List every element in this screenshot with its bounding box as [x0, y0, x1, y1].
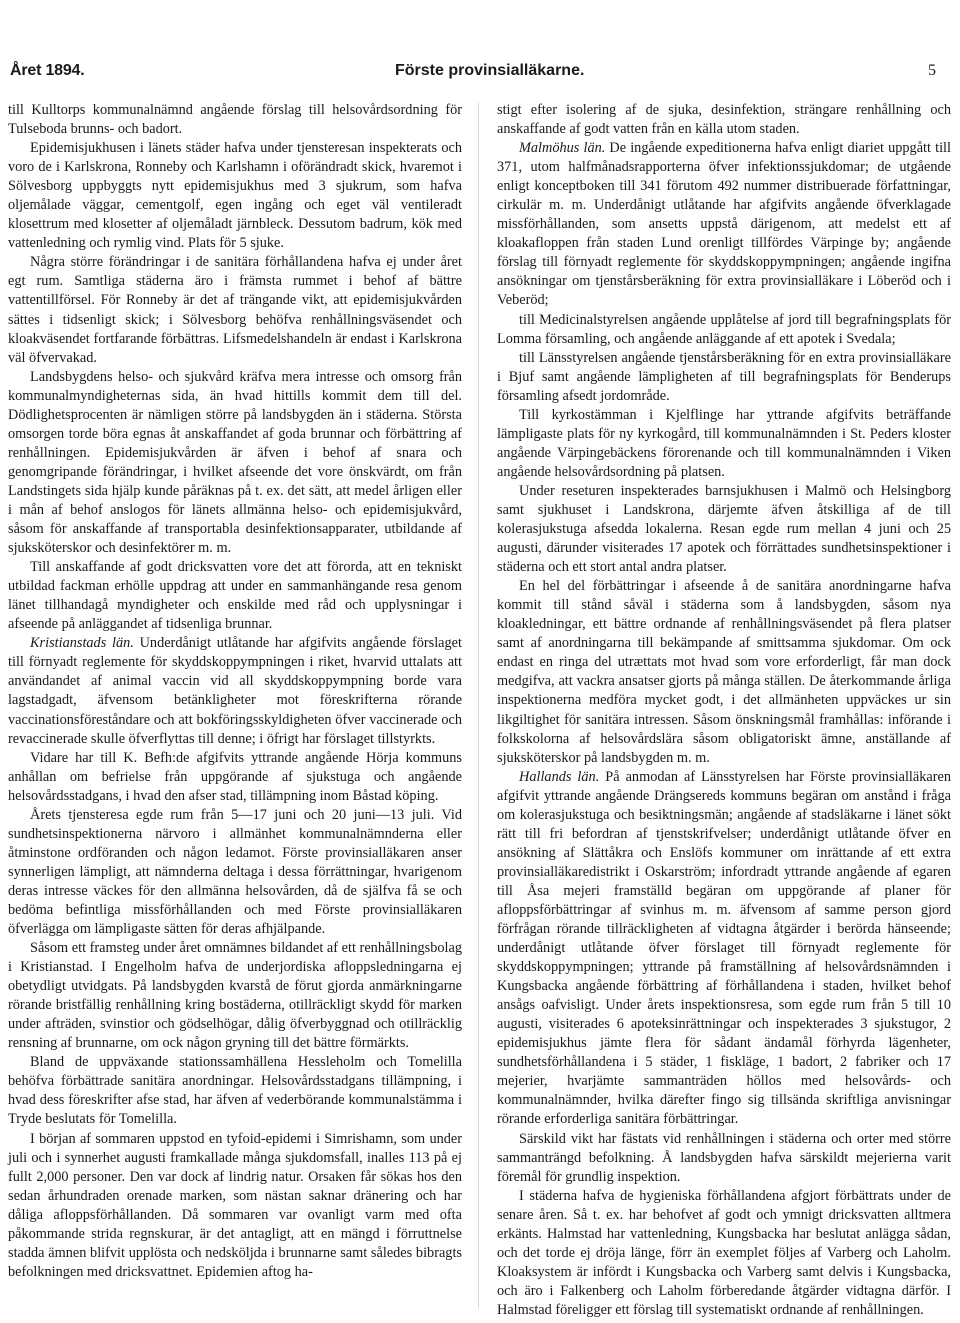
paragraph	[8, 558, 462, 634]
paragraph-text: Bland de uppväxande stationssamhällena Hessleholm och Tomelilla behöfva förbättrade sanitära anordningar. Helsovårdsstadgans tillämpning, i hvad dess föreskrifter afse stad, har äfven af vederbörande kommunalstämma i Tryde beslutats för Tomelilla.	[8, 1054, 462, 1128]
place-heading: Hallands län.	[519, 768, 600, 785]
paragraph-text: En hel del förbättringar i afseende å de sanitära anordningarne hafva kommit till stånd såväl i städerna som å landsbygden, såsom nya kloakledningar, ett bättre ordnande af renhållningsväsendet på flera platser samt af anordningarna till bekämpande af smittsamma sjukdomar. Om ock endast en ringa del utrættats mot hvad som vore erforderligt, får man dock medgifva, att vackra ansatser gjorts på många ställen. De återkommande årliga inspektionerna medföra mycket godt, i det allmänheten uppväckes ur sin likgiltighet för sanitära intressen. Såsom önskningsmål framhållas: införande i folkskolorna af helsovårdslära såsom obligatoriskt ämne, anställande af sjuksköterskor på landsbygden m. m.	[497, 578, 951, 766]
column-divider	[478, 103, 479, 1308]
paragraph-text: Till anskaffande af godt dricksvatten vore det att förorda, att en tekniskt utbildad fackman erhölle uppdrag att under en sammanhängande resa genom länet tillhandagå myndigheter och enskilde med råd och upplysningar i afseende på anläggandet af tidsenliga brunnar.	[8, 559, 462, 633]
paragraph	[8, 139, 462, 253]
paragraph	[497, 1187, 951, 1320]
header-title: Förste provinsialläkarne.	[395, 62, 585, 79]
paragraph	[497, 577, 951, 767]
paragraph-text: till Kulltorps kommunalnämnd angående förslag till helsovårdsordning för Tulseboda brunns- och badort.	[8, 102, 462, 138]
header-year: Året 1894.	[10, 62, 85, 79]
place-heading: Kristianstads län.	[30, 635, 134, 652]
right-column	[497, 101, 951, 1320]
paragraph	[8, 1130, 462, 1282]
paragraph-text: Några större förändringar i de sanitära förhållandena hafva ej under året egt rum. Samtliga städerna äro i främsta rummet i behof af bättre vattentillförsel. För Ronneby är det af trängande vikt, att epidemisjukvården sättes i tidsenligt skick; i Sölvesborg behöfva renhållningsväsendet och kloakväsendet fortfarande förbättras. Lifsmedelshandeln är endast i Karlskrona väl öfvervakad.	[8, 254, 462, 366]
paragraph	[497, 311, 951, 349]
paragraph-text: Till kyrkostämman i Kjelflinge har yttrande afgifvits beträffande lämpligaste plats för ny kyrkogård, till kommunalnämnden i St. Peders kloster angående Värpingebäckens förorenande och till kommunalnämnden i Viken angående helsovårdsordning på platsen.	[497, 406, 951, 480]
paragraph	[497, 768, 951, 1130]
paragraph	[8, 1053, 462, 1129]
paragraph-text: Såsom ett framsteg under året omnämnes bildandet af ett renhållningsbolag i Kristianstad. I Engelholm hafva de underjordiska afloppsledningarna ej obetydligt utvidgats. På landsbygden kvarstå de förut gjorda anmärkningarne rörande bristfällig renhållning kring bostäderna, otillräckligt skydd för marken under afträden, svinstior och gödselhögar, dålig öfverbyggnad och otillräcklig rensning af brunnarne, om ock någon gryning till det bättre förmärkts.	[8, 940, 462, 1052]
paragraph	[8, 634, 462, 748]
paragraph-text: Underdånigt utlåtande har afgifvits angående förslaget till förnyadt reglemente för skyddskoppympningen i riket, hvarvid uttalats att användandet af animal vaccin vid all skyddskoppympning borde vara lagstadgadt, äfvensom betänkligheter mot föreskrifterna rörande vaccinationsföreståndare och att bokföringsskyldigheten öfver vaccinerade och revaccinerade skulle öfverflyttas till denne; i öfrigt har förslaget tillstyrkts.	[8, 635, 462, 747]
paragraph	[8, 253, 462, 367]
paragraph	[497, 1130, 951, 1187]
paragraph-text: Särskild vikt har fästats vid renhållningen i städerna och orter med större sammanträngd befolkning. Å landsbygden hafva särskildt mejerierna varit föremål för grundlig inspektion.	[497, 1130, 951, 1185]
paragraph	[8, 749, 462, 806]
running-header	[0, 62, 960, 88]
paragraph-text: I början af sommaren uppstod en tyfoid-epidemi i Simrishamn, som under juli och i synnerhet augusti framkallade många sjukdomsfall, inalles 113 på ej fullt 2,000 personer. Den var dock af lindrig natur. Orsaken får sökas hos den sedan århundraden orenade marken, som nästan saknar dränering och har dåliga afloppsförhållanden. Då sommaren var ovanligt varm med ofta påkommande strida regnskurar, är det antagligt, att en mängd i förruttnelse stadda ämnen blifvit upplösta och nedsköljda i brunnarne samt således bibragts befolkningen med dricksvattnet. Epidemien aftog ha-	[8, 1130, 462, 1280]
left-column	[8, 101, 462, 1282]
paragraph	[8, 101, 462, 139]
paragraph-text: till Länsstyrelsen angående tjenstårsberäkning för en extra provinsialläkare i Bjuf samt angående lämpligheten af till begrafningsplats för Benderups församling afsedt jordområde.	[497, 349, 951, 404]
paragraph	[497, 101, 951, 139]
paragraph	[8, 939, 462, 1053]
paragraph-text: I städerna hafva de hygieniska förhållandena afgjort förbättrats under de senare åren. Så t. ex. har behofvet af godt och ymnigt dricksvatten alltmera erkänts. Halmstad har vattenledning, Kungsbacka har beslutat anlägga sådan, och det torde ej dröja länge, förr än exemplet följes af Varberg och Laholm. Kloaksystem är infördt i Kungsbacka och Varberg samt delvis i Kungsbacka, och äro i Falkenberg och Laholm förberedande åtgärder vidtagna därför. I Halmstad föreligger ett förslag till systematiskt ordnande af renhållningen.	[497, 1187, 951, 1318]
paragraph-text: Under reseturen inspekterades barnsjukhusen i Malmö och Helsingborg samt sjukhuset i Landskrona, därjemte äfven åtskilliga af de till kolerasjukstuga afsedda lokalerna. Resan egde rum mellan 4 juni och 25 augusti, därunder visiterades 17 apotek och förrättades sundhetsinspektioner i städerna och ett stort antal andra platser.	[497, 482, 951, 576]
paragraph	[497, 406, 951, 482]
paragraph	[8, 368, 462, 558]
paragraph-text: På anmodan af Länsstyrelsen har Förste provinsialläkaren afgifvit yttrande angående Drängsereds kommuns begäran om anstånd i fråga om kolerasjukstuga och besiktningsmän; angående af stadsläkarne i länet sökt rätt till fri befordran af tjenstskrifvelser; underdånigt utlåtande öfver en ansökning af Slättåkra och Enslöfs kommuner om inrättande af ett extra provinsialläkaredistrikt i Oskarström; infordradt yttrande angående af egaren till Åsa mejeri framställd begäran om uppgörande af planer för afloppsförbättringar af svinhus m. m. äfvensom af samme person gjord förfrågan rörande tillräckligheten af vidtagna åtgärder i berörda hänseende; underdånigt utlåtande öfver förslaget till förnyadt reglemente för skyddskoppympningen; yttrande på framställning af helsovårdsnämnden i Kungsbacka angående förbättring af förhållandena i staden, hvilket behof ansågs oafvisligt. Under årets inspektionsresa, som egde rum från 5 till 10 augusti, visiterades 6 apoteksinrättningar och inspekterades 3 sjukstugor, 2 epidemisjukhus jämte flera för sådant ändamål förhyrda lägenheter, sundhetsförhållandena i 5 städer, 1 fiskläge, 1 badort, 2 fabriker och 17 mejerier, hvarjämte sammanträden höllos med helsovårds- och kommunalnämnder, hvilka därefter fingo sig tillsända skriftliga anvisningar rörande erforderliga sanitära förbättringar.	[497, 768, 951, 1128]
paragraph-text: stigt efter isolering af de sjuka, desinfektion, strängare renhållning och anskaffande af godt vatten från en källa utom staden.	[497, 102, 951, 138]
paragraph-text: Epidemisjukhusen i länets städer hafva under tjensteresan inspekterats och voro de i Karlskrona, Ronneby och Karlshamn i oförändradt skick, hvaremot i Sölvesborg uppbyggts nytt epidemisjukhus med 3 sjukrum, som hafva oljemålade väggar, cementgolf, egen ingång och eget väl ventileradt klosettrum med klosetter af oljemåladt järnbleck. Dessutom badrum, kök med vattenledning och rymlig vind. Plats för 5 sjuke.	[8, 140, 462, 252]
paragraph	[8, 806, 462, 939]
place-heading: Malmöhus län.	[519, 140, 606, 157]
paragraph-text: De ingående expeditionerna hafva enligt diariet uppgått till 371, utom halfmånadsrapporterna öfver infektionssjukdomar; de utgående enligt konceptboken till 341 förutom 492 nummer distribuerade författningar, cirkulär m. m. Underdånigt utlåtande har afgifvits angående öfverklagade missförhållanden, som ansetts uppstå därigenom, att medelst ett af kloakafloppen från staden Lund orenligt tillfördes Värpinge by; angående förslag till förnyadt reglemente för skyddskoppympningen; angående ingifna ansökningar om tjenstårsberäkning för extra provinsialläkare i Löberöd och i Veberöd;	[497, 140, 951, 309]
paragraph	[497, 482, 951, 577]
paragraph-text: Landsbygdens helso- och sjukvård kräfva mera intresse och omsorg från kommunalmyndigheternas sida, än hvad hittills kommit dem till del. Dödlighetsprocenten är nämligen större på landsbygden än i städerna. Största omsorgen torde böra egnas åt anskaffandet af goda brunnar och förbättring af renhållningen. Epidemisjukvården är äfven i behof af snara och genomgripande förändringar, i hvilket afseende det vore önskvärdt, om från Landstingets sida hjälp kunde påräknas på t. ex. det sätt, att medel årligen eller i mån af behof anslogos för länets allmänna helso- och epidemisjukvård, såsom för anskaffande af transportabla desinfektionsapparater, utbildande af sjuksköterskor och desinfektörer m. m.	[8, 368, 462, 557]
paragraph-text: Årets tjensteresa egde rum från 5—17 juni och 20 juni—13 juli. Vid sundhetsinspektionerna närvoro i allmänhet kommunalnämnderna eller åtminstone ordföranden och någon ledamot. Förste provinsialläkaren anser synnerligen lämpligt, att nämnderna deltaga i dessa förrättningar, hvarigenom deras intresse väckes för den allmänna helsovården, då de själfva få se och bedöma befintliga missförhållanden och med Förste provinsialläkaren öfverlägga om lämpligaste sätten för deras afhjälpande.	[8, 806, 462, 938]
paragraph-text: Vidare har till K. Befh:de afgifvits yttrande angående Hörja kommuns anhållan om befrielse från uppgörande af sjukstuga och angående helsovårdsstadgans, i hvad den afser stad, tillämpning inom Båstad köping.	[8, 749, 462, 804]
paragraph-text: till Medicinalstyrelsen angående upplåtelse af jord till begrafningsplats för Lomma församling, och angående anläggande af ett apotek i Svedala;	[497, 311, 951, 347]
paragraph	[497, 139, 951, 310]
paragraph	[497, 349, 951, 406]
page-number: 5	[928, 62, 936, 79]
